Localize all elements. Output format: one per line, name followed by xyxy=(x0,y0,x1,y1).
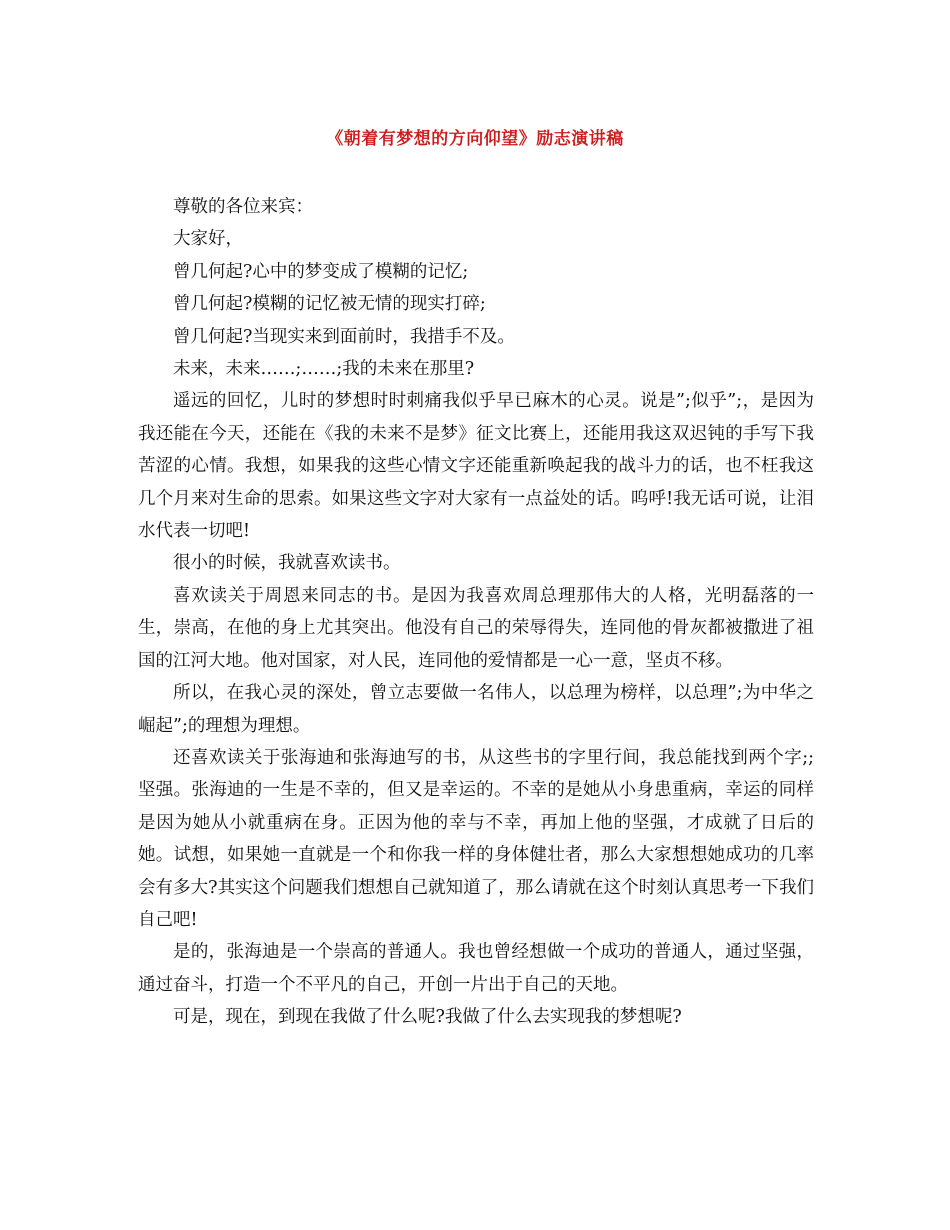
paragraph: 未来，未来……;……;我的未来在那里? xyxy=(173,359,475,380)
paragraph: 是的，张海迪是一个崇高的普通人。我也曾经想做一个成功的普通人，通过坚强，通过奋斗，打造一个不平凡的自己，开创一片出于自己的天地。 xyxy=(138,942,814,995)
paragraph: 曾几何起?模糊的记忆被无情的现实打碎; xyxy=(173,294,486,315)
paragraph: 所以，在我心灵的深处，曾立志要做一名伟人，以总理为榜样，以总理”;为中华之崛起”;的理想为理想。 xyxy=(138,683,814,736)
paragraph: 可是，现在，到现在我做了什么呢?我做了什么去实现我的梦想呢? xyxy=(173,1007,682,1028)
paragraph: 曾几何起?心中的梦变成了模糊的记忆; xyxy=(173,261,469,282)
paragraph: 还喜欢读关于张海迪和张海迪写的书，从这些书的字里行间，我总能找到两个字;;坚强。张海迪的一生是不幸的，但又是幸运的。不幸的是她从小身患重病，幸运的同样是因为她从小就重病在身。正因为他的幸与不幸，再加上他的坚强，才成就了日后的她。试想，如果她一直就是一个和你我一样的身体健壮者，那么大家想想她成功的几率会有多大?其实这个问题我们想想自己就知道了，那么请就在这个时刻认真思考一下我们自己吧! xyxy=(138,747,814,930)
paragraph-greeting: 大家好， xyxy=(173,229,243,250)
paragraph-salutation: 尊敬的各位来宾： xyxy=(173,197,313,217)
paragraph: 曾几何起?当现实来到面前时，我措手不及。 xyxy=(173,326,515,347)
paragraph: 遥远的回忆，儿时的梦想时时刺痛我似乎早已麻木的心灵。说是”;似乎”;，是因为我还能在今天，还能在《我的未来不是梦》征文比赛上，还能用我这双迟钝的手写下我苦涩的心情。我想，如果我的这些心情文字还能重新唤起我的战斗力的话，也不枉我这几个月来对生命的思索。如果这些文字对大家有一点益处的话。呜呼!我无话可说，让泪水代表一切吧! xyxy=(138,391,814,542)
paragraph: 很小的时候，我就喜欢读书。 xyxy=(173,553,401,574)
document-title: 《朝着有梦想的方向仰望》励志演讲稿 xyxy=(326,129,624,149)
document-body xyxy=(138,191,814,1034)
paragraph: 喜欢读关于周恩来同志的书。是因为我喜欢周总理那伟大的人格，光明磊落的一生，崇高，在他的身上尤其突出。他没有自己的荣辱得失，连同他的骨灰都被撒进了祖国的江河大地。他对国家，对人民，连同他的爱情都是一心一意，坚贞不移。 xyxy=(138,585,814,671)
